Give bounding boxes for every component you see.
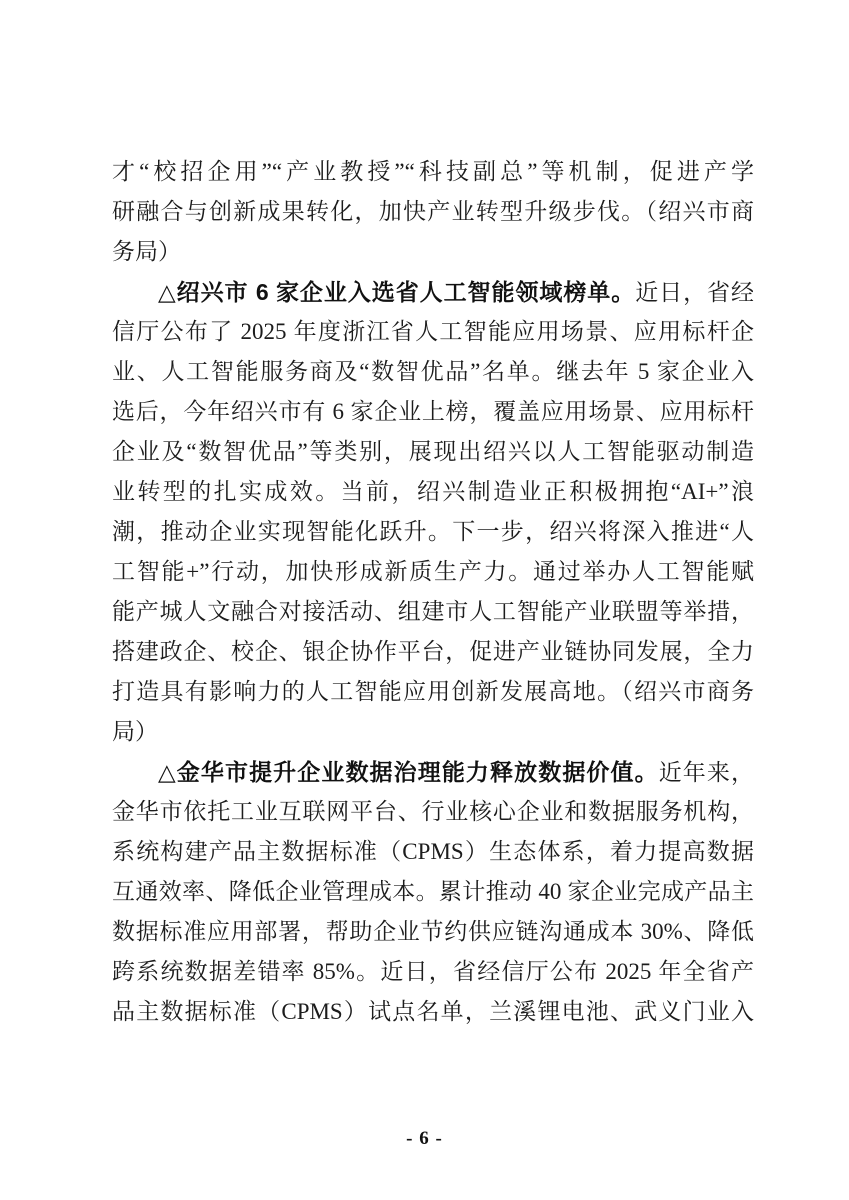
line-text: 数据标准应用部署，帮助企业节约供应链沟通成本 30%、降低	[112, 919, 754, 944]
page-number: - 6 -	[406, 1128, 443, 1149]
line-text: 业转型的扎实成效。当前，绍兴制造业正积极拥抱“AI+”浪	[112, 479, 754, 504]
para-shaoxing-talent-continuation	[112, 152, 754, 272]
line-text: 打造具有影响力的人工智能应用创新发展高地。（绍兴市商务	[112, 679, 754, 704]
line-text: 品主数据标准（CPMS）试点名单，兰溪锂电池、武义门业入	[112, 999, 754, 1024]
para-jinhua-data-governance	[112, 752, 754, 1032]
line-text: 金华市依托工业互联网平台、行业核心企业和数据服务机构，	[112, 799, 754, 824]
text-line	[112, 952, 754, 992]
line-text: 工智能+”行动，加快形成新质生产力。通过举办人工智能赋	[112, 559, 754, 584]
text-line	[112, 632, 754, 672]
line-text: 业、人工智能服务商及“数智优品”名单。继去年 5 家企业入	[112, 359, 754, 384]
text-line	[112, 512, 754, 552]
para-shaoxing-ai-ranking	[112, 272, 754, 752]
line-text: 互通效率、降低企业管理成本。累计推动 40 家企业完成产品主	[112, 879, 754, 904]
text-line	[112, 472, 754, 512]
line-text: 系统构建产品主数据标准（CPMS）生态体系，着力提高数据	[112, 839, 754, 864]
line-text: 近年来，	[658, 760, 754, 785]
line-text: 跨系统数据差错率 85%。近日，省经信厅公布 2025 年全省产	[112, 959, 754, 984]
line-text: 企业及“数智优品”等类别，展现出绍兴以人工智能驱动制造	[112, 439, 754, 464]
text-line	[112, 432, 754, 472]
text-line	[112, 272, 754, 312]
line-text: 局）	[112, 719, 158, 744]
item-heading: △绍兴市 6 家企业入选省人工智能领域榜单。	[158, 279, 636, 305]
line-text: 潮，推动企业实现智能化跃升。下一步，绍兴将深入推进“人	[112, 519, 754, 544]
line-text: 近日，省经	[635, 280, 754, 305]
line-text: 信厅公布了 2025 年度浙江省人工智能应用场景、应用标杆企	[112, 319, 754, 344]
line-text: 选后，今年绍兴市有 6 家企业上榜，覆盖应用场景、应用标杆	[112, 399, 754, 424]
text-line	[112, 392, 754, 432]
text-line	[112, 592, 754, 632]
text-line	[112, 832, 754, 872]
line-text: 研融合与创新成果转化，加快产业转型升级步伐。（绍兴市商	[112, 199, 754, 224]
line-text: 务局）	[112, 239, 181, 264]
text-line	[112, 712, 754, 752]
text-line	[112, 232, 754, 272]
document-body	[112, 152, 754, 1032]
text-line	[112, 912, 754, 952]
text-line	[112, 312, 754, 352]
line-text: 搭建政企、校企、银企协作平台，促进产业链协同发展，全力	[112, 639, 754, 664]
page-footer	[0, 1126, 849, 1152]
text-line	[112, 992, 754, 1032]
text-line	[112, 872, 754, 912]
text-line	[112, 152, 754, 192]
text-line	[112, 752, 754, 792]
line-text: 才“校招企用”“产业教授”“科技副总”等机制，促进产学	[112, 159, 754, 184]
text-line	[112, 672, 754, 712]
text-line	[112, 192, 754, 232]
text-line	[112, 352, 754, 392]
item-heading: △金华市提升企业数据治理能力释放数据价值。	[158, 759, 659, 785]
line-text: 能产城人文融合对接活动、组建市人工智能产业联盟等举措，	[112, 599, 754, 624]
text-line	[112, 552, 754, 592]
text-line	[112, 792, 754, 832]
